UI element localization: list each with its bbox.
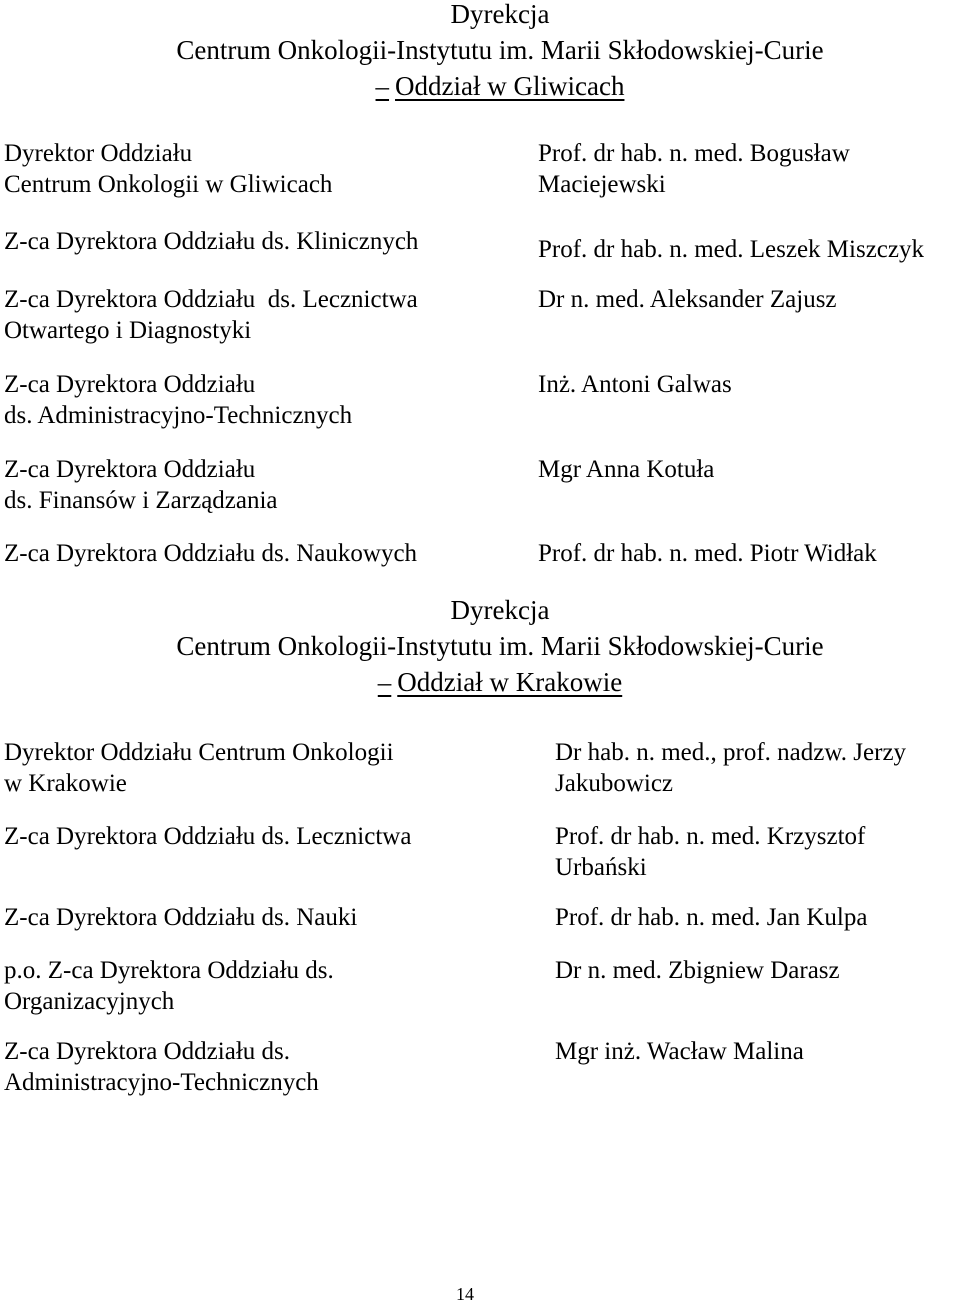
person-name: Prof. dr hab. n. med. Bogusław Maciejewski [538, 140, 850, 198]
person-name: Mgr inż. Wacław Malina [555, 1038, 804, 1065]
person-name: Dr n. med. Zbigniew Darasz [555, 957, 840, 984]
header-branch: – Oddział w Krakowie [377, 667, 623, 697]
position-label: Z-ca Dyrektora Oddziału ds. Administracyjno-Technicznych [4, 371, 353, 429]
position-label: Z-ca Dyrektora Oddziału ds. Nauki [4, 904, 358, 931]
position-label: p.o. Z-ca Dyrektora Oddziału ds. Organizacyjnych [4, 957, 334, 1015]
person-name: Dr hab. n. med., prof. nadzw. Jerzy Jakubowicz [555, 739, 907, 797]
page-number: 14 [456, 1284, 474, 1304]
position-label: Z-ca Dyrektora Oddziału ds. Finansów i Zarządzania [4, 456, 278, 514]
position-label: Dyrektor Oddziału Centrum Onkologii w Gliwicach [4, 140, 333, 198]
person-name: Prof. dr hab. n. med. Piotr Widłak [538, 540, 877, 567]
person-name: Prof. dr hab. n. med. Krzysztof Urbański [555, 823, 866, 881]
position-label: Z-ca Dyrektora Oddziału ds. Lecznictwa Otwartego i Diagnostyki [4, 286, 418, 344]
header-title: Dyrekcja [450, 595, 550, 625]
person-name: Dr n. med. Aleksander Zajusz [538, 286, 837, 313]
header-branch: – Oddział w Gliwicach [375, 71, 625, 101]
header-institute: Centrum Onkologii-Instytutu im. Marii Skłodowskiej-Curie [176, 631, 824, 661]
section-header-gliwice [0, 0, 960, 104]
section-header-krakow [0, 592, 960, 700]
person-name: Inż. Antoni Galwas [538, 371, 732, 398]
position-label: Z-ca Dyrektora Oddziału ds. Naukowych [4, 540, 418, 567]
person-name: Mgr Anna Kotuła [538, 456, 715, 483]
header-institute: Centrum Onkologii-Instytutu im. Marii Skłodowskiej-Curie [176, 35, 824, 65]
person-name: Prof. dr hab. n. med. Jan Kulpa [555, 904, 868, 931]
position-label: Z-ca Dyrektora Oddziału ds. Lecznictwa [4, 823, 412, 850]
position-label: Z-ca Dyrektora Oddziału ds. Administracyjno-Technicznych [4, 1038, 319, 1096]
position-label: Z-ca Dyrektora Oddziału ds. Klinicznych [4, 228, 419, 255]
person-name: Prof. dr hab. n. med. Leszek Miszczyk [538, 236, 924, 263]
position-label: Dyrektor Oddziału Centrum Onkologii w Krakowie [4, 739, 394, 797]
header-title: Dyrekcja [450, 0, 550, 29]
